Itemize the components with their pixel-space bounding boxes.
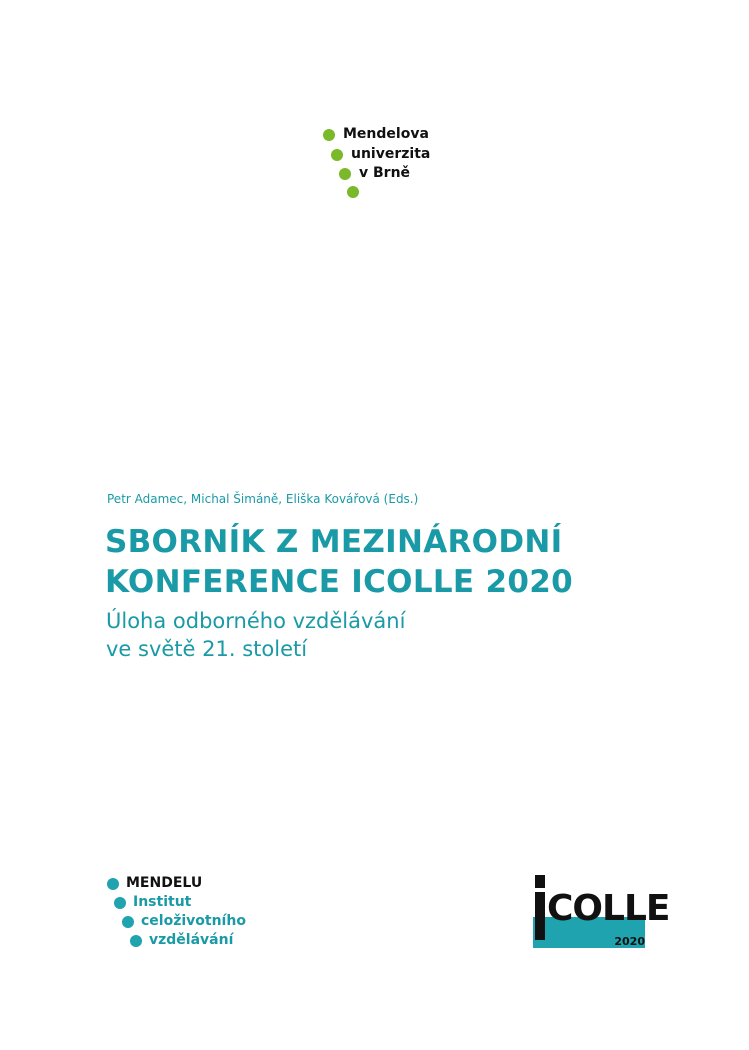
logo-i-dot (535, 875, 545, 888)
subtitle-line-1: Úloha odborného vzdělávání (106, 609, 406, 633)
institute-logo-line: vzdělávání (149, 932, 234, 948)
logo-dot-icon (114, 897, 126, 909)
editors-line: Petr Adamec, Michal Šimáně, Eliška Kovářová (Eds.) (107, 492, 419, 506)
university-logo-line: Mendelova (343, 126, 429, 142)
logo-dot-icon (347, 186, 359, 198)
logo-dot-icon (122, 916, 134, 928)
university-logo-line: univerzita (351, 146, 431, 162)
logo-dot-icon (339, 168, 351, 180)
page-subtitle (106, 607, 405, 663)
institute-logo-line: celoživotního (141, 913, 246, 929)
logo-dot-icon (130, 935, 142, 947)
logo-dot-icon (331, 149, 343, 161)
institute-logo-line: MENDELU (126, 875, 203, 891)
subtitle-line-2: ve světě 21. století (106, 637, 308, 661)
logo-year: 2020 (614, 935, 645, 948)
university-logo-line: v Brně (359, 165, 411, 181)
icolle-logo (533, 875, 670, 950)
logo-i-stem (535, 892, 545, 940)
page-title (105, 522, 573, 602)
title-line-1: SBORNÍK Z MEZINÁRODNÍ (105, 524, 563, 560)
logo-dot-icon (107, 878, 119, 890)
logo-word: COLLE (547, 888, 670, 929)
title-line-2: KONFERENCE ICOLLE 2020 (105, 564, 573, 600)
logo-dot-icon (323, 129, 335, 141)
institute-logo-line: Institut (133, 894, 192, 910)
